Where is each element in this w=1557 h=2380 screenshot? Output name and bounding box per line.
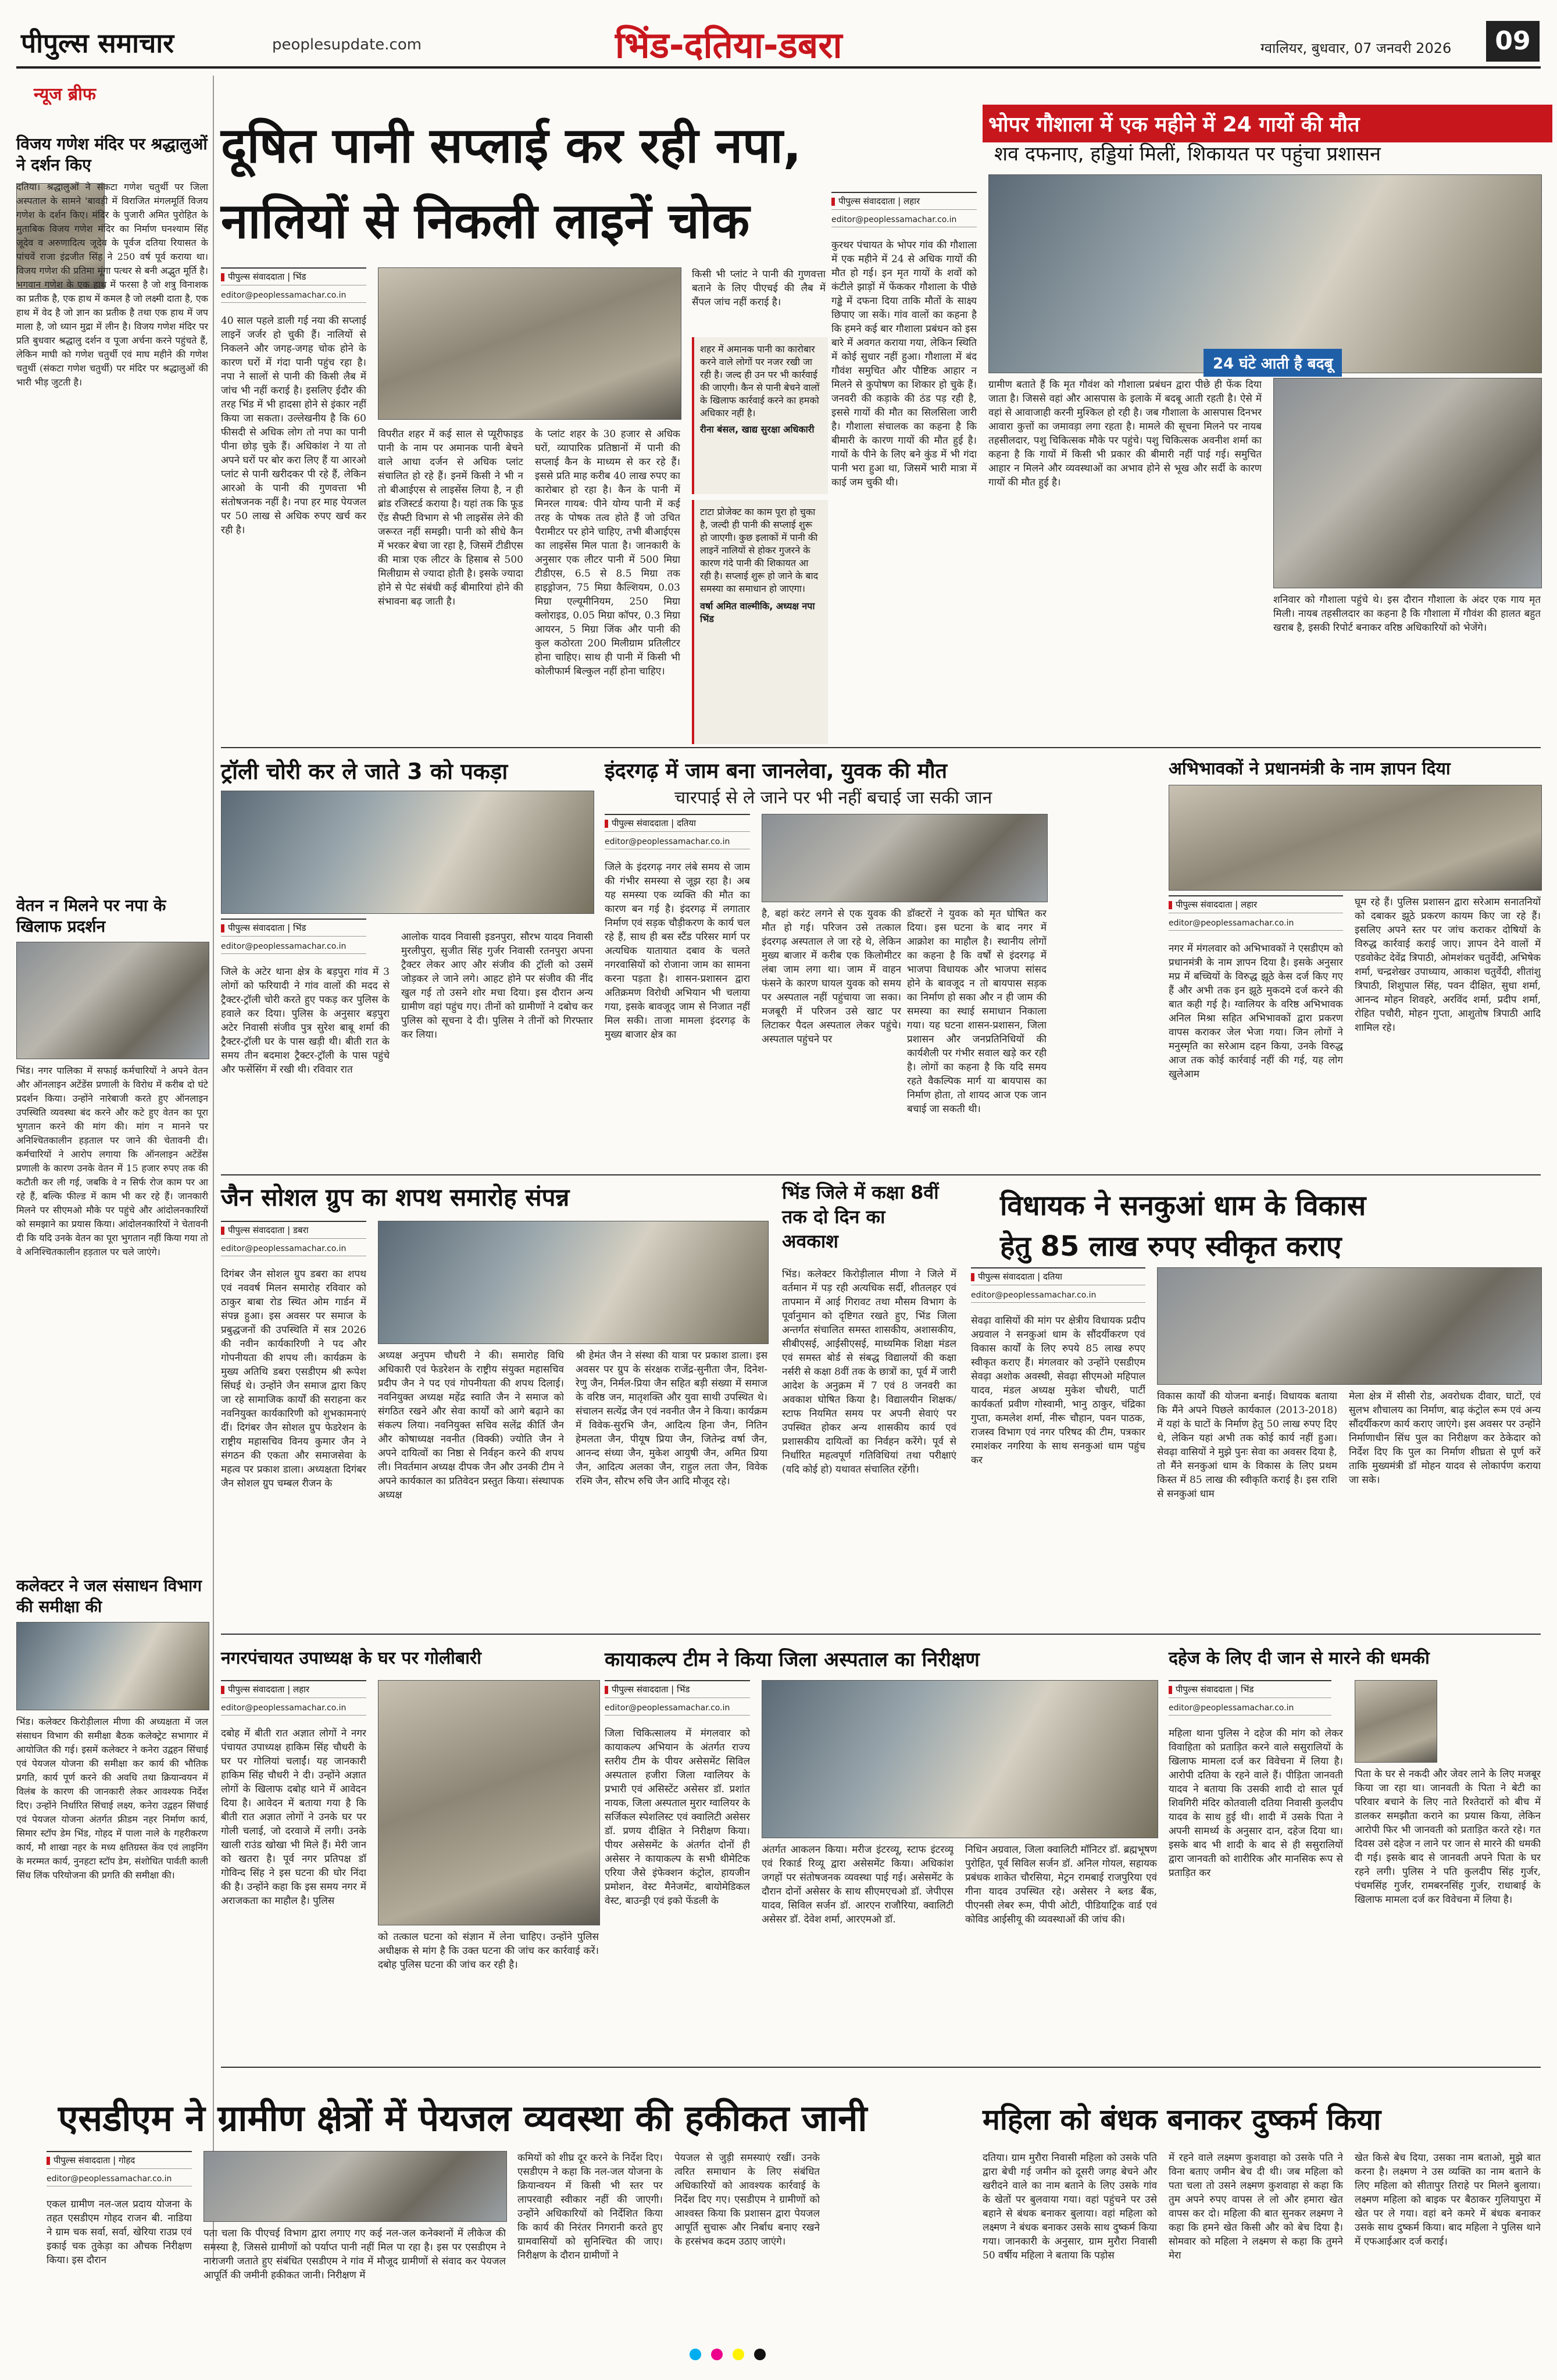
dahej-email[interactable]: editor@peoplessamachar.co.in — [1169, 1701, 1331, 1716]
sdm-col3: कमियों को शीघ्र दूर करने के निर्देश दिए। एसडीएम ने कहा कि नल-जल योजना के क्रियान्वयन में किसी भी स्तर पर लापरवाही स्वीकार नहीं की जाएगी। उन्होंने अधिकारियों को निर्देशित किया कि कार्य की निरंतर निगरानी करते हुए ग्रामवासियों को सुनिश्चित की जाए। निरीक्षण के दौरान ग्रामीणों ने — [517, 2152, 663, 2261]
hostage-headline: महिला को बंधक बनाकर दुष्कर्म किया — [983, 2103, 1381, 2136]
kayakalp-col2: अंतर्गत आकलन किया। मरीज इंटरव्यू, स्टाफ इंटरव्यू एवं रिकार्ड रिव्यू द्वारा असेसमेंट किया। अधिकांश जगहों पर संतोषजनक व्यवस्था पाई गई। असेसमेंट के दौरान दोनों असेसर के साथ सीएमएचओ डॉ. जेपीएस यादव, सिविल सर्जन डॉ. आरएन राजौरिया, क्वालिटी असेसर डॉ. देवेश शर्मा, आरएमओ डॉ. — [762, 1844, 954, 1925]
gaushala-subhead: शव दफनाए, हड्डियां मिलीं, शिकायत पर पहुंचा प्रशासन — [994, 142, 1381, 166]
water-col2: विपरीत शहर में कई साल से प्यूरीफाइड पानी के नाम पर अमानक पानी बेचने वाले आधा दर्जन से अधिक प्लांट संचालित हो रहे हैं। इनमें किसी ने भी न तो बीआईएस से लाइसेंस लिया है, न ही ब्रांड रजिस्टर्ड कराया है। यहां तक कि फूड ऐंड सैफ्टी विभाग से भी लाइसेंस लेने की जरूरत नहीं समझी। पानी को सीधे कैन में भरकर बेचा जा रहा है, जिसमें टीडीएस की मात्रा एक लीटर के हिसाब से 500 मिलीग्राम से ज्यादा होती है। इसके ज्यादा होने से पेट संबंधी कई बीमारियां होने की संभावना बढ़ जाती है। — [378, 428, 523, 607]
pm-headline: अभिभावकों ने प्रधानमंत्री के नाम ज्ञापन दिया — [1169, 759, 1451, 779]
trolley-col2: आलोक यादव निवासी इडनपुरा, सौरभ यादव निवासी मुरलीपुरा, सुजीत सिंह गुर्जर निवासी रतनपुरा अपना ट्रैक्टर लेकर आए और संजीव की ट्रॉली को उसमें जोड़कर ले जाने लगे। आहट होने पर संजीव की नींद खुल गई तो उसने शोर मचा दिया। इस दौरान अन्य ग्रामीण वहां पहुंच गए। तीनों को ग्रामीणों ने दबोच कर पुलिस को सूचना दे दी। पुलिस ने तीनों को गिरफ्तार कर लिया। — [401, 931, 593, 1041]
gaushala-photo-2 — [1273, 378, 1542, 588]
brief3-title: कलेक्टर ने जल संसाधन विभाग की समीक्षा की — [16, 1576, 202, 1616]
jain-email[interactable]: editor@peoplessamachar.co.in — [221, 1242, 366, 1256]
indergarh-byline: पीपुल्स संवाददाता | दतिया — [605, 814, 750, 832]
water-col3: के प्लांट शहर के 30 हजार से अधिक घरों, व्यापारिक प्रतिष्ठानों में पानी की सप्लाई कैन के माध्यम से कर रहे हैं। इससे प्रति माह करीब 40 लाख रुपए का कारोबार हो रहा है। कैन के पानी में मिनरल गायब: पीने योग्य पानी में कई तरह के पोषक तत्व होते हैं जो उचित पैरामीटर पर होने चाहिए, तभी बीआईएस का लाइसेंस मिल पाता है। जानकारी के अनुसार एक लीटर पानी में 500 मिग्रा टीडीएस, 6.5 से 8.5 मिग्रा तक हाइड्रोजन, 75 मिग्रा कैल्शियम, 0.03 मिग्रा एल्यूमीनियम, 250 मिग्रा क्लोराइड, 0.05 मिग्रा कॉपर, 0.3 मिग्रा आयरन, 5 मिग्रा जिंक और पानी की कुल कठोरता 200 मिलीग्राम प्रतिलीटर होना चाहिए। साथ ही पानी में किसी भी कोलीफार्म बिल्कुल नहीं होना चाहिए। — [535, 428, 680, 677]
sdm-email[interactable]: editor@peoplessamachar.co.in — [47, 2172, 192, 2186]
sdm-photo — [203, 2151, 507, 2222]
indergarh-col3-text: डॉक्टरों ने युवक को मृत घोषित कर दिया। इस घटना के बाद नगर में आक्रोश का माहौल है। स्थानीय लोगों का कहना है कि वर्षों से इंदरगढ़ में भाजपा विधायक और भाजपा सांसद होने के बावजूद न तो बायपास सड़क का निर्माण हो सका और न ही जाम की समस्या का स्थाई समाधान निकाला गया। यह घटना शासन-प्रशासन, जिला प्रशासन और जनप्रतिनिधियों की कार्यशैली पर गंभीर सवाल खड़े कर रही है। लोगों का कहना है कि यदि समय रहते वैकल्पिक मार्ग या बायपास का निर्माण होता, तो शायद आज एक जान बचाई जा सकती थी। — [907, 908, 1047, 1115]
sanakuan-col3: मेला क्षेत्र में सीसी रोड, अवरोधक दीवार, घाटों, एवं सुलभ शौचालय का निर्माण, बाढ़ कंट्रोल रूम एवं अन्य सौंदर्यीकरण कार्य कराए जाएंगे। इस अवसर पर उन्होंने निर्माणाधीन सिंध पुल का निरीक्षण कर ठेकेदार को निर्देश दिए कि पुल का निर्माण शीघ्रता से पूर्ण करें ताकि मुख्यमंत्री डॉ मोहन यादव से लोकार्पण कराया जा सके। — [1349, 1391, 1541, 1486]
firing-email[interactable]: editor@peoplessamachar.co.in — [221, 1701, 366, 1716]
kayakalp-byline: पीपुल्स संवाददाता | भिंड — [605, 1680, 750, 1698]
pm-byline: पीपुल्स संवाददाता | लहार — [1169, 895, 1343, 913]
quote1-author: रीना बंसल, खाद्य सुरक्षा अधिकारी — [700, 424, 815, 435]
sanakuan-col1: सेवढ़ा वासियों की मांग पर क्षेत्रीय विधायक प्रदीप अग्रवाल ने सनकुआं धाम के सौंदर्यीकरण एवं विकास कार्यों के लिए रुपये 85 लाख रुपए स्वीकृत कराए हैं। मंगलवार को उन्होंने एसडीएम सेवढ़ा अशोक अवस्थी, सेवढ़ा सीएमओ महिपाल यादव, मंडल अध्यक्ष मुकेश चौधरी, पार्टी कार्यकर्ता प्रवीण गोस्वामी, भानु ठाकुर, चंद्रिका गुप्ता, कमलेश शर्मा, नीरू चौहान, पवन पाठक, राजस्व विभाग एवं नगर परिषद की टीम, पत्रकार रमाशंकर नगरिया के साथ सनकुआं धाम पहुंच कर — [971, 1315, 1145, 1466]
trolley-byline: पीपुल्स संवाददाता | भिंड — [221, 919, 366, 937]
brief2-body: भिंड। नगर पालिका में सफाई कर्मचारियों ने अपने वेतन और ऑनलाइन अटेंडेंस प्रणाली के विरोध में करीब दो घंटे प्रदर्शन किया। उन्होंने नारेबाजी करते हुए ऑनलाइन उपस्थिति व्यवस्था बंद करने और कटे हुए वेतन का पूरा भुगतान करने की मांग की। मांग न मानने पर अनिश्चितकालीन हड़ताल पर जाने की चेतावनी दी। कर्मचारियों ने आरोप लगाया कि ऑनलाइन अटेंडेंस प्रणाली के कारण उनके वेतन में 15 हजार रुपए तक की कटौती कर ली गई, जबकि वे न सिर्फ रोज काम पर आ रहे हैं, बल्कि फील्ड में काम भी कर रहे हैं। जानकारी मिलने पर सीएमओ मौके पर पहुंचे और आंदोलनकारियों को समझाने का प्रयास किया। आंदोलनकारियों ने चेतावनी दी कि यदि उनके वेतन का पूरा भुगतान नहीं किया गया तो वे अनिश्चितकालीन हड़ताल पर चले जाएंगे। — [16, 1065, 208, 1257]
sdm-col4: पेयजल से जुड़ी समस्याएं रखीं। उनके त्वरित समाधान के लिए संबंधित अधिकारियों को आवश्यक कार्रवाई के निर्देश दिए गए। एसडीएम ने ग्रामीणों को आश्वस्त किया कि प्रशासन द्वारा पेयजल आपूर्ति सुचारू और निर्बाध बनाए रखने के हरसंभव कदम उठाए जाएंगे। — [674, 2152, 820, 2247]
gaushala-col2: ग्रामीण बताते हैं कि मृत गौवंश को गौशाला प्रबंधन द्वारा पीछे ही फेंक दिया जाता है। जिससे वहां और आसपास के इलाके में बदबू आती रहती है। ऐसे में वहां से आवाजाही करनी मुश्किल हो रही है। जब गौशाला के आसपास दिनभर आवारा कुत्तों का जमावड़ा लगा रहता है। मामले की सूचना मिलने पर नायब तहसीलदार, पशु चिकित्सक मौके पर पहुंचे। पशु चिकित्सक अवनीश शर्मा का कहना है कि गायों में किसी भी प्रकार की बीमारी नहीं पाई गई। समुचित आहार न मिलने और व्यवस्थाओं का अभाव होने से भूख और सर्दी के कारण गायों की मौत हुई है। — [988, 379, 1262, 488]
water-col1: 40 साल पहले डाली गई नया की सप्लाई लाइनें जर्जर हो चुकी हैं। नालियों से निकलने और जगह-जगह चोक होने के कारण घरों में गंदा पानी पहुंच रहा है। नपा ने सालों से पानी की किसी लैब में जांच भी नहीं कराई है। इसलिए ईदौर की तरह भिंड में भी हादसा होने से इंकार नहीं किया जा सकता। उल्लेखनीय है कि 60 फीसदी से अधिक लोग तो नपा का पानी पीना छोड़ चुके हैं। अधिकांश ने या तो अपने घरों पर बोर करा लिए हैं या आरओ प्लांट से पानी खरीदकर पी रहे हैं, लेकिन आरओ के पानी की गुणवत्ता भी संतोषजनक नहीं है। नपा हर माह पेयजल पर 50 लाख से अधिक रुपए खर्च कर रही है। — [221, 315, 366, 536]
water-headline-1: दूषित पानी सप्लाई कर रही नपा, — [221, 117, 802, 174]
dahej-col2: पिता के घर से नकदी और जेवर लाने के लिए मजबूर किया जा रहा था। जानवती के पिता ने बेटी का परिवार बचाने के लिए नाते रिश्तेदारों को बीच में डालकर समझौता कराने का प्रयास किया, लेकिन आरोपी फिर भी जानवती को प्रताड़ित करते रहे। गत दिवस उसे दहेज न लाने पर जान से मारने की धमकी दी गई। इसके बाद से जानवती अपने पिता के घर रहने लगी। पुलिस ने पति कुलदीप सिंह गुर्जर, पंचमसिंह गुर्जर, रामबरनसिंह गुर्जर, राधाबाई के खिलाफ मामला दर्ज कर विवेचना में लिया है। — [1355, 1768, 1541, 1906]
masthead — [16, 13, 1541, 69]
kayakalp-col1: जिला चिकित्सालय में मंगलवार को कायाकल्प अभियान के अंतर्गत राज्य स्तरीय टीम के पीयर असेसमेंट सिविल अस्पताल हजीरा जिला ग्वालियर के प्रभारी एवं असिस्टेंट असेसर डॉ. प्रशांत नायक, जिला अस्पताल मुरार ग्वालियर के सर्जिकल स्पेशलिस्ट एवं क्वालिटी असेसर डॉ. प्रणय दीक्षित ने निरीक्षण किया। पीयर असेसमेंट के अंतर्गत दोनों ही असेसर ने कायाकल्प के सभी थीमेटिक एरिया जैसे इंफेक्शन कंट्रोल, हायजीन प्रमोशन, वेस्ट मैनेजमेंट, बायोमेडिकल वेस्ट, बाउन्ड्री एवं इको फेंडली के — [605, 1728, 750, 1907]
firing-col2: को तत्काल घटना को संज्ञान में लेना चाहिए। उन्होंने पुलिस अधीक्षक से मांग है कि उक्त घटना की जांच कर कार्रवाई करें। दबोह पुलिस घटना की जांच कर रही है। — [378, 1931, 599, 1971]
firing-byline: पीपुल्स संवाददाता | लहार — [221, 1680, 366, 1698]
indergarh-col2: है, बहां करंट लगने से एक युवक की मौत हो गई। परिजन उसे तत्काल इंदरगढ़ अस्पताल ले जा रहे थे, लेकिन मुख्य बाजार में करीब एक किलोमीटर लंबा जाम लगा था। जाम में वाहन फंसने के कारण घायल युवक को समय पर अस्पताल नहीं पहुंचाया जा सका। मजबूरी में परिजन उसे खाट पर लिटाकर पैदल अस्पताल लेकर पहुंचे। अस्पताल पहुंचने पर — [762, 908, 901, 1045]
divider — [221, 1174, 1541, 1175]
sdm-col1: एकल ग्रामीण नल-जल प्रदाय योजना के तहत एसडीएम गोहद राजन बी. नाडिया ने ग्राम चक सर्वा, सर्वा, खेरिया राउप्र एवं इकाई चक तुकेड़ा का औचक निरीक्षण किया। इस दौरान — [47, 2199, 192, 2266]
trolley-headline: ट्रॉली चोरी कर ले जाते 3 को पकड़ा — [221, 759, 508, 784]
firing-col1: दबोह में बीती रात अज्ञात लोगों ने नगर पंचायत उपाध्यक्ष हाकिम सिंह चौधरी के घर पर गोलियां चलाईं। यह जानकारी हाकिम सिंह चौधरी ने दी। उन्होंने अज्ञात लोगों के खिलाफ दबोह थाने में आवेदन दिया है। आवेदन में बताया गया है कि बीती रात अज्ञात लोगों ने उनके घर पर गोली चलाई, जो दरवाजे में लगी। उनके खाली राउंड खोखा भी मिले हैं। मेरी जान को खतरा है। पूर्व नगर प्रतिपक्ष डॉ गोविन्द सिंह ने इस घटना की घोर निंदा की है। उन्होंने कहा कि इस समय नगर में अराजकता का माहौल है। पुलिस — [221, 1728, 366, 1907]
website[interactable]: peoplesupdate.com — [272, 36, 422, 53]
water-quote1: शहर में अमानक पानी का कारोबार करने वाले लोगों पर नजर रखी जा रही है। जल्द ही उन पर भी कार्रवाई की जाएगी। कैन से पानी बेचने वालों के खिलाफ कार्रवाई करने का हमको अधिकार नहीं है। रीना बंसल, खाद्य सुरक्षा अधिकारी — [692, 337, 828, 494]
trolley-col1: जिले के अटेर थाना क्षेत्र के बड़पुरा गांव में 3 लोगों को फरियादी ने गांव वालों की मदद से ट्रैक्टर-ट्रॉली चोरी करते हुए पकड़ कर पुलिस के हवाले कर दिया। पुलिस के अनुसार बड़पुरा अटेर निवासी संजीव पुत्र सुरेश बाबू शर्मा की ट्रैक्टर-ट्रॉली घर के पास खड़ी थी। बीती रात के समय तीन बदमाश ट्रैक्टर-ट्रॉली के पास पहुंचे और फसेंसिंग में रखी थी। रविवार रात — [221, 966, 390, 1075]
yellow-dot — [733, 2349, 744, 2360]
sanakuan-col2: विकास कार्यों की योजना बनाई। विधायक बताया कि मैंने अपने पिछले कार्यकाल (2013-2018) में यहां के घाटों के निर्माण हेतु 50 लाख रुपए दिए थे, लेकिन यहां अभी तक कोई कार्य नहीं हुआ। सेवढ़ा वासियों ने मुझे पुनः सेवा का अवसर दिया है, तो मैंने सनकुआं धाम के विकास के लिए प्रथम किस्त में 85 लाख की स्वीकृति कराई है। इस राशि से सनकुआं धाम — [1157, 1391, 1337, 1500]
indergarh-headline: इंदरगढ़ में जाम बना जानलेवा, युवक की मौत — [605, 759, 948, 783]
dateline: ग्वालियर, बुधवार, 07 जनवरी 2026 — [1260, 40, 1452, 56]
sdm-col2: पता चला कि पीएचई विभाग द्वारा लगाए गए कई नल-जल कनेक्शनों में लीकेज की समस्या है, जिससे ग्रामीणों को पर्याप्त पानी नहीं मिल पा रहा है। इस पर एसडीएम ने नाराजगी जताते हुए संबंधित एसडीएम ने गांव में मौजूद ग्रामीणों से संवाद कर पेयजल आपूर्ति की जमीनी हकीकत जानी। निरीक्षण में — [203, 2228, 506, 2281]
gaushala-photo-caption: 24 घंटे आती है बदबू — [1204, 349, 1342, 377]
dahej-photo — [1355, 1680, 1437, 1763]
jain-photo — [378, 1221, 769, 1344]
quote2-author: वर्षा अमित वाल्मीकि, अध्यक्ष नपा भिंड — [700, 601, 815, 624]
cyan-dot — [690, 2349, 701, 2360]
kayakalp-email[interactable]: editor@peoplessamachar.co.in — [605, 1701, 750, 1716]
news-brief-column — [16, 76, 214, 2261]
print-registration-marks — [686, 2349, 769, 2363]
brief3-body: भिंड। कलेक्टर किरोड़ीलाल मीणा की अध्यक्षता में जल संसाधन विभाग की समीक्षा बैठक कलेक्ट्रेट सभागार में आयोजित की गई। इसमें कलेक्टर ने कनेरा उद्वहन सिंचाई एवं पेयजल योजना की समीक्षा कर कार्य की भौतिक प्रगति, कार्य पूर्ण करने की अवधि तथा क्रियान्वयन में विलंब के कारण की जानकारी लेकर आवश्यक निर्देश दिए। उन्होंने निर्धारित सिंचाई लक्ष्य, कनेरा उद्वहन सिंचाई एवं पेयजल योजना अंतर्गत फ्रीडम नहर निर्माण कार्य, सिमार स्टॉप डेम भिंड, गोहद में पाला नाले के गहरीकरण कार्य, मौ शाखा नहर के मध्य क्षतिग्रस्त केंव एवं लाइनिंग के मरम्मत कार्य, नुनहटा स्टॉप डेम, संशोधित पार्वती काली सिंध लिंक परियोजना की प्रगति की समीक्षा की। — [16, 1716, 208, 1881]
school-headline: भिंड जिले में कक्षा 8वीं तक दो दिन का अवकाश — [782, 1181, 939, 1252]
sanakuan-byline: पीपुल्स संवाददाता | दतिया — [971, 1267, 1145, 1285]
water-sample-photo — [378, 267, 681, 420]
edition-title: भिंड-दतिया-डबरा — [615, 24, 842, 66]
sanakuan-headline-1: विधायक ने सनकुआं धाम के विकास — [1000, 1189, 1366, 1222]
pm-col1: नगर में मंगलवार को अभिभावकों ने एसडीएम को प्रधानमंत्री के नाम ज्ञापन दिया है। इसके अनुसार मप्र में बच्चियों के विरुद्ध झूठे केस दर्ज किए गए हैं और अभी तक इन झूठे मुकदमे दर्ज करने की बात कही गई है। ग्वालियर के वरिष्ठ अभिभावक अनिल मिश्रा सहित अभिभावकों द्वारा प्रकरण वापस कराकर जेल भेजा गया। जिन लोगों ने मनुस्मृति का सरेआम दहन किया, उनके विरुद्ध आज तक कोई कार्रवाई नहीं की गई, यह लोग खुलेआम — [1169, 943, 1343, 1080]
dahej-headline: दहेज के लिए दी जान से मारने की धमकी — [1169, 1648, 1430, 1668]
collector-meeting-photo — [16, 1622, 209, 1710]
jain-headline: जैन सोशल ग्रुप का शपथ समारोह संपन्न — [221, 1183, 570, 1212]
indergarh-subhead: चारपाई से ले जाने पर भी नहीं बचाई जा सकी जान — [674, 788, 992, 808]
magenta-dot — [711, 2349, 723, 2360]
water-email[interactable]: editor@peoplessamachar.co.in — [221, 288, 366, 303]
brief1-title: विजय गणेश मंदिर पर श्रद्धालुओं ने दर्शन किए — [16, 134, 208, 174]
water-byline: पीपुल्स संवाददाता | भिंड — [221, 267, 366, 285]
divider — [221, 2067, 1541, 2068]
pm-col2: घूम रहे हैं। पुलिस प्रशासन द्वारा सरेआम सनातनियों को दबाकर झूठे प्रकरण कायम किए जा रहे हैं। इसलिए अपने स्तर पर जांच कराकर दोषियों के विरुद्ध कार्रवाई कराई जाए। ज्ञापन देने वालों में एडवोकेट देवेंद्र त्रिपाठी, ओमशंकर चतुर्वेदी, अभिषेक शर्मा, चन्द्रशेखर उपाध्याय, आकाश चतुर्वेदी, शीतांशु त्रिपाठी, शिशुपाल सिंह, पवन दीक्षित, सुधा शर्मा, आनन्द मोहन शिवहरे, अरविंद शर्मा, प्रदीप शर्मा, रोहित पचौरी, मोहन गुप्ता, आशुतोष त्रिपाठी आदि शामिल रहे। — [1355, 896, 1541, 1034]
sanakuan-headline-2: हेतु 85 लाख रुपए स्वीकृत कराए — [1000, 1230, 1342, 1263]
paper-name: पीपुल्स समाचार — [21, 27, 174, 59]
dahej-col1: महिला थाना पुलिस ने दहेज की मांग को लेकर विवाहिता को प्रताड़ित करने वाले ससुरालियों के खिलाफ मामला दर्ज कर विवेचना में लिया है। आरोपी दतिया के रहने वाले हैं। पीड़िता जानवती यादव ने बताया कि उसकी शादी दो साल पूर्व शिवगिरी मंदिर कोतवाली दतिया निवासी कुलदीप यादव के साथ हुई थी। शादी में उसके पिता ने अपनी सामर्थ्य के अनुसार दान, दहेज दिया था। इसके बाद भी शादी के बाद से ही ससुरालियों द्वारा जानवती को शारीरिक और मानसिक रूप से प्रताड़ित कर — [1169, 1728, 1343, 1879]
sanakuan-photo — [1157, 1267, 1542, 1385]
water-col4: किसी भी प्लांट ने पानी की गुणवत्ता बताने के लिए पीएचई की लैब में सैंपल जांच नहीं कराई है। — [692, 269, 826, 308]
hostage-col1: दतिया। ग्राम मुरौरा निवासी महिला को उसके पति द्वारा बेची गई जमीन को दूसरी जगह बेचने और खरीदने वाले का नाम बताने के लिए उसके गांव के खेतों पर बुलवाया गया। वहां पहुंचने पर उसे बहाने से बंधक बनाकर बुलाया। वहां महिला को लक्ष्मण ने बंधक बनाकर उसके साथ दुष्कर्म किया गया। जानकारी के अनुसार, ग्राम मुरौरा निवासी 50 वर्षीय महिला ने बताया कि पड़ोस — [983, 2152, 1157, 2261]
jain-col1: दिगंबर जैन सोशल ग्रुप डबरा का शपथ एवं नववर्ष मिलन समारोह रविवार को ठाकुर बाबा रोड स्थित ओम गार्डन में संपन्न हुआ। इस अवसर पर समाज के प्रबुद्धजनों की उपस्थिति में सत्र 2026 की नवीन कार्यकारिणी ने पद और गोपनीयता की शपथ ली। कार्यक्रम के मुख्य अतिथि डबरा एसडीएम श्री रूपेश सिंघई थे। उन्होंने जैन समाज द्वारा किए जा रहे सामाजिक कार्यों की सराहना कर नवनियुक्त कार्यकारिणी को शुभकामनाएं दीं। दिगंबर जैन सोशल ग्रुप फेडरेशन के राष्ट्रीय महासचिव विनय कुमार जैन ने संगठन की एकता और समाजसेवा के महत्व पर प्रकाश डाला। अध्यक्षता दिगंबर जैन सोशल ग्रुप चम्बल रीजन के — [221, 1268, 366, 1489]
brief2-title: वेतन न मिलने पर नपा के खिलाफ प्रदर्शन — [16, 896, 166, 936]
trolley-photo — [221, 791, 594, 914]
kayakalp-photo — [762, 1680, 1158, 1838]
kayakalp-headline: कायाकल्प टीम ने किया जिला अस्पताल का निरीक्षण — [605, 1648, 980, 1671]
indergarh-col1: जिले के इंदरगढ़ नगर लंबे समय से जाम की गंभीर समस्या से जूझ रहा है। अब यह समस्या एक व्यक्ति की मौत का कारण बन गई है। इंदरगढ़ में लगातार निर्माण एवं सड़क चौड़ीकरण के कार्य चल रहे हैं, साथ ही बस स्टैंड परिसर मार्ग पर अत्यधिक यातायात दबाव के चलते नगरवासियों को रोजाना जाम का सामना करना पड़ता है। शासन-प्रशासन द्वारा अतिक्रमण विरोधी अभियान भी चलाया गया, इसके बावजूद जाम से निजात नहीं मिल सकी। ताजा मामला इंदरगढ़ के मुख्य बाजार क्षेत्र का — [605, 862, 750, 1041]
protest-photo — [16, 942, 209, 1059]
news-brief-header: न्यूज ब्रीफ — [34, 84, 96, 105]
trolley-email[interactable]: editor@peoplessamachar.co.in — [221, 939, 366, 954]
gaushala-byline: पीपुल्स संवाददाता | लहार — [831, 192, 977, 210]
sdm-byline: पीपुल्स संवाददाता | गोहद — [47, 2151, 192, 2169]
page-number: 09 — [1486, 21, 1540, 62]
dahej-byline: पीपुल्स संवाददाता | भिंड — [1169, 1680, 1331, 1698]
water-headline-2: नालियों से निकली लाइनें चोक — [221, 192, 750, 249]
firing-photo — [378, 1680, 600, 1925]
firing-headline: नगरपंचायत उपाध्यक्ष के घर पर गोलीबारी — [221, 1648, 481, 1668]
water-quote2: टाटा प्रोजेक्ट का काम पूरा हो चुका है, जल्दी ही पानी की सप्लाई शुरू हो जाएगी। कुछ इलाकों में पानी की लाइनें नालियों से होकर गुजरने के कारण गंदे पानी की शिकायत आ रही है। सप्लाई शुरू हो जाने के बाद समस्या का समाधान हो जाएगा। वर्षा अमित वाल्मीकि, अध्यक्ष नपा भिंड — [692, 500, 828, 744]
hostage-col2: में रहने वाले लक्ष्मण कुशवाहा को उसके पति ने विना बताए जमीन बेच दी थी। जब महिला को पता चला तो उसने लक्ष्मण कुशवाहा से कहा कि तुम अपने रुपए वापस ले लो और हमारा खेत वापस कर दो। महिला की बात सुनकर लक्ष्मण ने कहा कि हमने खेत किसी और को बेच दिया है। सोमवार को महिला ने लक्ष्मण से कहा कि तुमने मेरा — [1169, 2152, 1343, 2261]
indergarh-email[interactable]: editor@peoplessamachar.co.in — [605, 835, 750, 849]
school-body: भिंड। कलेक्टर किरोड़ीलाल मीणा ने जिले में वर्तमान में पड़ रही अत्यधिक सर्दी, शीतलहर एवं तापमान में आई गिरावट तथा मौसम विभाग के पूर्वानुमान को दृष्टिगत रखते हुए, भिंड जिला अन्तर्गत संचालित समस्त शासकीय, अशासकीय, सीबीएसई, आईसीएसई, माध्यमिक शिक्षा मंडल एवं समस्त बोर्ड से संबद्ध विद्यालयों की कक्षा नर्सरी से कक्षा 8वीं तक के छात्रों का, पूर्व में जारी आदेश के अनुक्रम में 7 एवं 8 जनवरी का अवकाश घोषित किया है। विद्यालयीन शिक्षक/स्टाफ नियमित समय पर अपनी सेवाएं पर उपस्थित होकर अन्य शासकीय कार्य एवं प्रशासकीय दायित्वों का निर्वहन करेंगे। पूर्व से निर्धारित महत्वपूर्ण गतिविधियां तथा परीक्षाएं (यदि कोई हो) यथावत संचालित रहेंगी। — [782, 1268, 956, 1475]
hostage-col3: खेत किसे बेच दिया, उसका नाम बताओ, मुझे बात करना है। लक्ष्मण ने उस व्यक्ति का नाम बताने के लिए महिला को सीतापुर तिराहे पर मिलने बुलाया। लक्ष्मण महिला को बाइक पर बैठाकर गुलियापुरा में खेत पर ले गया। वहां बने कमरे में बंधक बनाकर उसके साथ दुष्कर्म किया। बाद महिला ने पुलिस थाने में एफआईआर दर्ज कराई। — [1355, 2152, 1541, 2247]
gaushala-headline: भोपर गौशाला में एक महीने में 24 गायों की मौत — [983, 105, 1552, 142]
pm-email[interactable]: editor@peoplessamachar.co.in — [1169, 916, 1343, 931]
kayakalp-col3: निधिन अग्रवाल, जिला क्वालिटी मॉनिटर डॉ. ब्रह्मभूषण पुरोहित, पूर्व सिविल सर्जन डॉ. अनिल गोयल, सहायक प्रबंधक शाकेत चौरसिया, मेट्रन रामबाई राजपुरिया एवं गीना यादव उपस्थित रहे। असेसर ने ब्लड बैंक, पीएनसी लेबर रूम, पीपी ओटी, पीडियाट्रिक वार्ड एवं कोविड आईसीयू की व्यवस्थाओं की जांच की। — [965, 1844, 1157, 1925]
sdm-headline: एसडीएम ने ग्रामीण क्षेत्रों में पेयजल व्यवस्था की हकीकत जानी — [58, 2097, 867, 2139]
brief1-body: दतिया। श्रद्धालुओं ने संकटा गणेश चतुर्थी पर जिला अस्पताल के सामने 'बावड़ी में विराजित मंगलमूर्ति विजय गणेश के दर्शन किए। मंदिर के पुजारी अमित पुरोहित के मुताबिक विजय गणेश मंदिर का निर्माण घनश्याम सिंह जूदेव व अरुणादित्य जूदेव के पूर्वज दतिया रियासत के पांचवें राजा इंद्रजीत सिंह ने 250 वर्ष पूर्व कराया था। विजय गणेश की प्रतिमा मूंगा पत्थर से बनी अद्भुत मूर्ति है। भगवान गणेश के एक हाथ में फरसा है जो शत्रु विनाशक का प्रतीक है, एक हाथ में कमल है जो लक्ष्मी दाता है, एक हाथ में वेद है जो ज्ञान का प्रतीक है तथा एक हाथ में जप माला है, जो ध्यान मुद्रा में लीन है। विजय गणेश मंदिर पर प्रति बुधवार श्रद्धालु दर्शन व पूजा अर्चना करने पहुंचते हैं, लेकिन माघी को गणेश चतुर्थी एवं माघ महीने की गणेश चतुर्थी (संकटा गणेश चतुर्थी) पर मंदिर पर श्रद्धालुओं की भारी भीड़ जुटती है। — [16, 181, 208, 388]
sanakuan-email[interactable]: editor@peoplessamachar.co.in — [971, 1288, 1145, 1303]
gaushala-col1: कुरथर पंचायत के भोपर गांव की गौशाला में एक महीने में 24 से अधिक गायों की मौत हो गई। इन मृत गायों के शवों को कंटीले झाड़ों में फेंककर गौशाला के पीछे गड्ढे में दफना दिया ताकि मौतों के साक्ष्य छिपाए जा सकें। गांव वालों का कहना है कि हमने कई बार गौशाला प्रबंधन को इस बारे में अवगत कराया गया, लेकिन स्थिति में कोई सुधार नहीं हुआ। गौशाला में बंद गौवंश समुचित और पौष्टिक आहार न मिलने से कुपोषण का शिकार हो चुके हैं। जनवरी की कड़ाके की ठंड पड़ रही है, इससे गायों की मौत का सिलसिला जारी है। गौशाला संचालक का कहना है कि बीमारी के कारण गायों की मौत हुई है। गायों के पीने के लिए बने कुंड में भी गंदा पानी भरा हुआ था, जिसमें भारी मात्रा में काई जम चुकी थी। — [831, 240, 977, 488]
gaushala-side-caption: शनिवार को गौशाला पहुंचे थे। इस दौरान गौशाला के अंदर एक गाय मृत मिली। नायब तहसीलदार का कहना है कि गौशाला में गौवंश की हालत बहुत खराब है, इसकी रिपोर्ट बनाकर वरिष्ठ अधिकारियों को भेजेंगे। — [1273, 594, 1541, 634]
jain-col2: अध्यक्ष अनुपम चौधरी ने की। समारोह विधि अधिकारी एवं फेडरेशन के राष्ट्रीय संयुक्त महासचिव प्रदीप जैन ने पद एवं गोपनीयता की शपथ दिलाई। नवनियुक्त अध्यक्ष महेंद्र स्वाति जैन ने समाज को संगठित रखने और सेवा कार्यों को आगे बढ़ाने का संकल्प लिया। नवनियुक्त सचिव सलेंद्र कीर्ति जैन और कोषाध्यक्ष नवनीत (विक्की) ज्योति जैन ने अपने दायित्वों का निष्ठा से निर्वहन करने की शपथ ली। निवर्तमान अध्यक्ष दीपक जैन और उनकी टीम ने अपने कार्यकाल का प्रतिवेदन प्रस्तुत किया। संस्थापक अध्यक्ष — [378, 1350, 564, 1501]
gaushala-photo — [988, 174, 1542, 373]
jain-col3: श्री हेमंत जैन ने संस्था की यात्रा पर प्रकाश डाला। इस अवसर पर ग्रुप के संरक्षक राजेंद्र-सुनीता जैन, दिनेश-रेणु जैन, निर्मल-प्रिया जैन सहित बड़ी संख्या में समाज के वरिष्ठ जन, मातृशक्ति और युवा साथी उपस्थित थे। संचालन सत्येंद्र जैन एवं नवनीत जैन ने किया। कार्यक्रम में विवेक-सुरभि जैन, आदित्य हिना जैन, नितिन हेमलता जैन, पीयूष प्रिया जैन, जितेन्द्र वर्षा जैन, आनन्द संध्या जैन, मुकेश आयुषी जैन, अमित प्रिया जैन, आदित्य अलका जैन, राहुल लता जैन, विवेक रश्मि जैन, सौरभ रुचि जैन आदि मौजूद रहे। — [576, 1350, 767, 1487]
gaushala-email[interactable]: editor@peoplessamachar.co.in — [831, 213, 977, 227]
indergarh-photo — [762, 814, 1048, 902]
pm-photo — [1169, 785, 1542, 891]
jain-byline: पीपुल्स संवाददाता | डबरा — [221, 1221, 366, 1239]
divider — [221, 1634, 1541, 1635]
black-dot — [754, 2349, 766, 2360]
